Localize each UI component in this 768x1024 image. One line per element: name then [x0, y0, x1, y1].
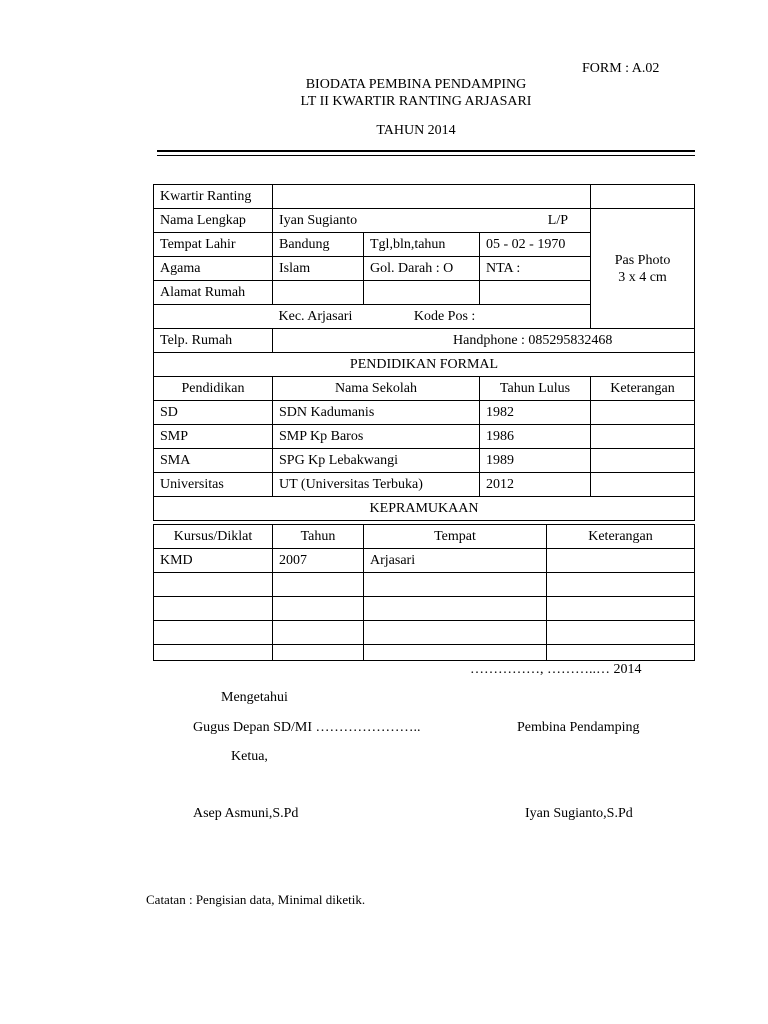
goldarah-label: Gol. Darah : O — [364, 257, 480, 281]
agama-value: Islam — [273, 257, 364, 281]
tgl-label: Tgl,bln,tahun — [364, 233, 480, 257]
kepramukaan-table — [153, 524, 695, 661]
scout-year — [273, 645, 364, 661]
kwartir-value — [273, 185, 591, 209]
nama-value: Iyan Sugianto — [279, 212, 358, 228]
scout-course: KMD — [154, 549, 273, 573]
edu-year: 1982 — [480, 401, 591, 425]
scout-row — [154, 549, 695, 573]
nama-cell — [273, 209, 591, 233]
kec-kodepos-cell — [273, 305, 591, 329]
scout-course — [154, 621, 273, 645]
edu-note — [591, 401, 695, 425]
tempat-label: Tempat Lahir — [154, 233, 273, 257]
telp-label: Telp. Rumah — [154, 329, 273, 353]
edu-year: 1986 — [480, 425, 591, 449]
scout-note — [547, 645, 695, 661]
edu-level: SMP — [154, 425, 273, 449]
edu-school: SMP Kp Baros — [273, 425, 480, 449]
scout-row — [154, 645, 695, 661]
edu-header-tahun: Tahun Lulus — [480, 377, 591, 401]
tempat-value: Bandung — [273, 233, 364, 257]
edu-row — [154, 449, 695, 473]
edu-school: UT (Universitas Terbuka) — [273, 473, 480, 497]
edu-school: SPG Kp Lebakwangi — [273, 449, 480, 473]
tgl-value: 05 - 02 - 1970 — [480, 233, 591, 257]
agama-label: Agama — [154, 257, 273, 281]
scout-note — [547, 573, 695, 597]
kec-label: Kec. Arjasari — [278, 308, 353, 324]
scout-header-tahun: Tahun — [273, 525, 364, 549]
scout-header-keterangan: Keterangan — [547, 525, 695, 549]
scout-course — [154, 645, 273, 661]
edu-note — [591, 425, 695, 449]
scout-place: Arjasari — [364, 549, 547, 573]
edu-note — [591, 473, 695, 497]
scout-place — [364, 645, 547, 661]
catatan-note: Catatan : Pengisian data, Minimal diketik. — [146, 892, 366, 907]
kodepos-label: Kode Pos : — [413, 308, 476, 324]
alamat-label: Alamat Rumah — [154, 281, 273, 305]
gender-label: L/P — [547, 212, 569, 228]
edu-row — [154, 425, 695, 449]
edu-level: SMA — [154, 449, 273, 473]
edu-header-sekolah: Nama Sekolah — [273, 377, 480, 401]
scout-row — [154, 573, 695, 597]
personal-data-table — [153, 184, 695, 521]
photo-label-line2: 3 x 4 cm — [618, 269, 667, 285]
scout-header-kursus: Kursus/Diklat — [154, 525, 273, 549]
signature-right: Iyan Sugianto,S.Pd — [525, 806, 633, 821]
photo-placeholder — [591, 209, 695, 329]
scout-year — [273, 573, 364, 597]
alamat-blank-2 — [480, 281, 591, 305]
scout-note — [547, 597, 695, 621]
alamat-blank-1 — [364, 281, 480, 305]
form-code: FORM : A.02 — [582, 61, 660, 76]
scout-header-tempat: Tempat — [364, 525, 547, 549]
pembina-title: Pembina Pendamping — [517, 720, 640, 735]
ketua-label: Ketua, — [231, 749, 268, 764]
scout-year — [273, 621, 364, 645]
kwartir-label: Kwartir Ranting — [154, 185, 273, 209]
edu-row — [154, 473, 695, 497]
edu-header-keterangan: Keterangan — [591, 377, 695, 401]
edu-row — [154, 401, 695, 425]
year-heading: TAHUN 2014 — [376, 123, 456, 138]
scout-year — [273, 597, 364, 621]
edu-year: 2012 — [480, 473, 591, 497]
edu-header-pendidikan: Pendidikan — [154, 377, 273, 401]
scout-row — [154, 621, 695, 645]
edu-school: SDN Kadumanis — [273, 401, 480, 425]
signature-left: Asep Asmuni,S.Pd — [193, 806, 299, 821]
date-line: ……………, ………..… 2014 — [470, 662, 642, 677]
photo-label-line1: Pas Photo — [614, 252, 671, 268]
scout-course — [154, 597, 273, 621]
scout-note — [547, 549, 695, 573]
edu-note — [591, 449, 695, 473]
page-subtitle: LT II KWARTIR RANTING ARJASARI — [300, 94, 532, 109]
header-rule-top — [157, 150, 695, 152]
scout-row — [154, 597, 695, 621]
blank-cell — [591, 185, 695, 209]
scout-year: 2007 — [273, 549, 364, 573]
nama-label: Nama Lengkap — [154, 209, 273, 233]
handphone-cell: Handphone : 085295832468 — [273, 329, 695, 353]
scout-course — [154, 573, 273, 597]
header-rule-bottom — [157, 155, 695, 156]
scout-place — [364, 621, 547, 645]
kepramukaan-section-title: KEPRAMUKAAN — [154, 497, 695, 521]
alamat-continue — [154, 305, 273, 329]
pendidikan-section-title: PENDIDIKAN FORMAL — [154, 353, 695, 377]
scout-place — [364, 573, 547, 597]
mengetahui-label: Mengetahui — [221, 690, 288, 705]
gugus-depan-label: Gugus Depan SD/MI ………………….. — [193, 720, 421, 735]
scout-place — [364, 597, 547, 621]
edu-level: SD — [154, 401, 273, 425]
alamat-value — [273, 281, 364, 305]
page-title: BIODATA PEMBINA PENDAMPING — [305, 77, 527, 92]
edu-level: Universitas — [154, 473, 273, 497]
scout-note — [547, 621, 695, 645]
edu-year: 1989 — [480, 449, 591, 473]
nta-label: NTA : — [480, 257, 591, 281]
